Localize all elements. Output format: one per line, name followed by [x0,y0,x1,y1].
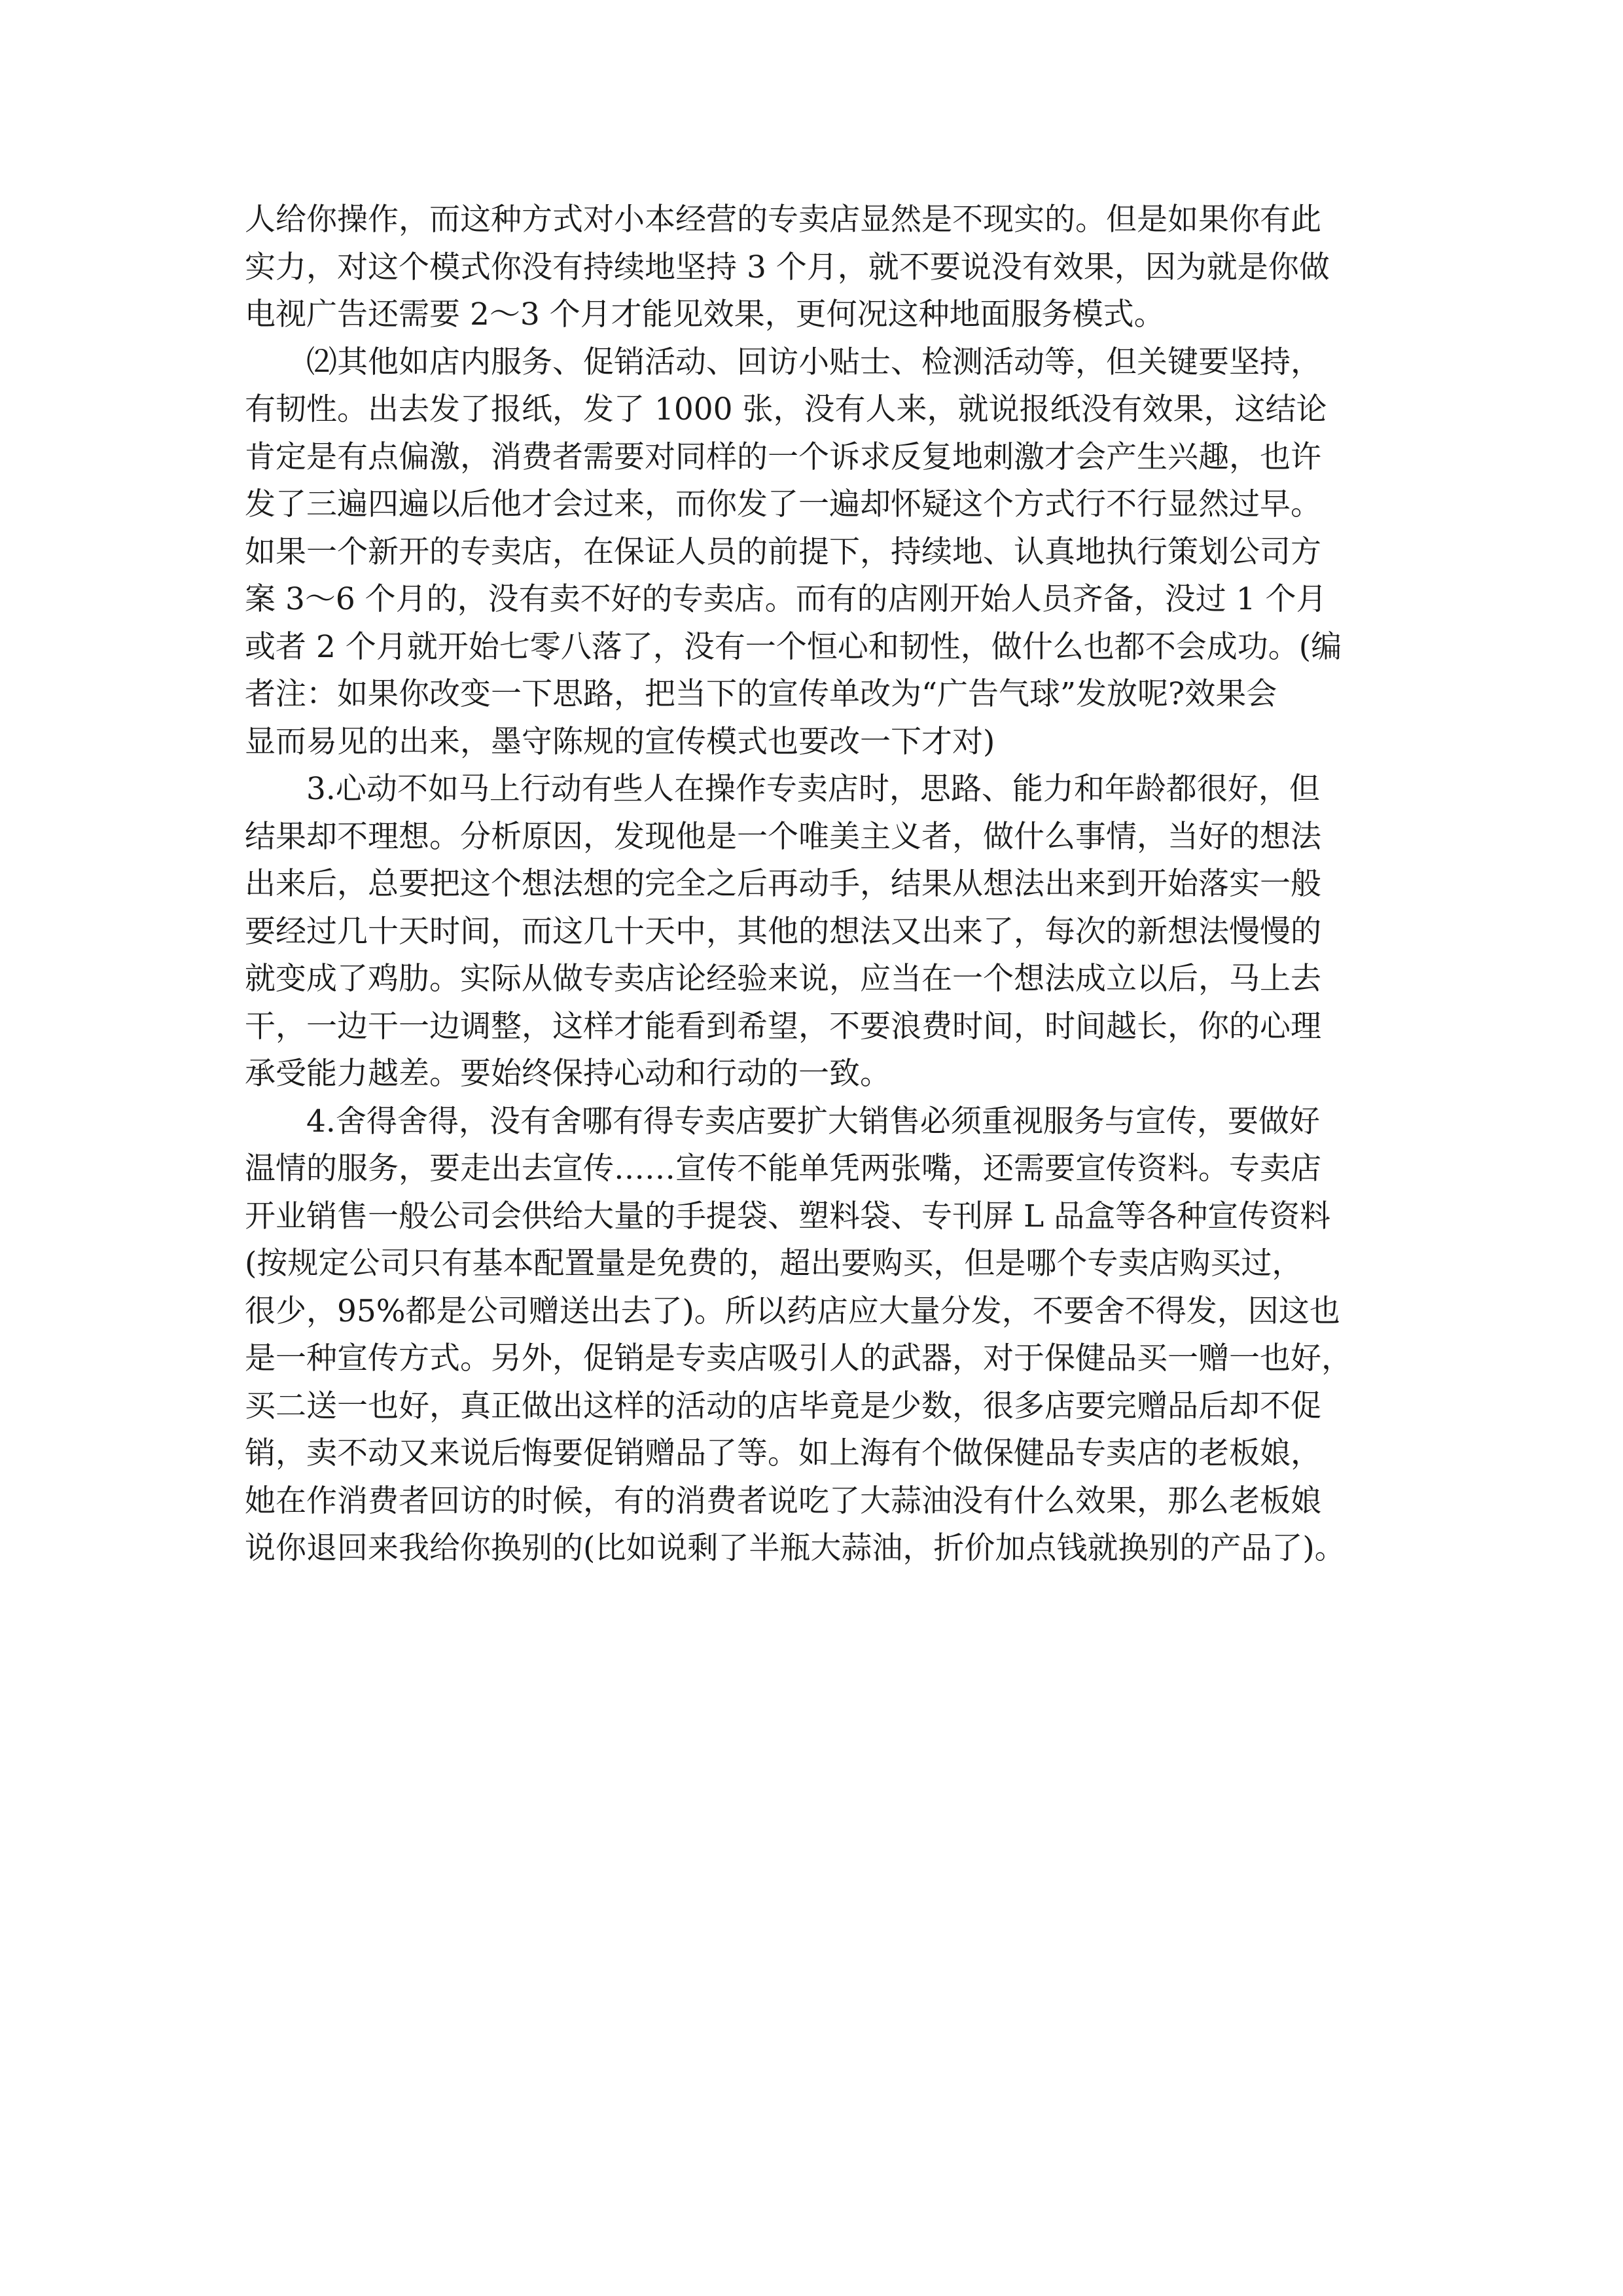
text-line: 实力，对这个模式你没有持续地坚持 3 个月，就不要说没有效果，因为就是你做 [245,249,1330,285]
text-line: 电视广告还需要 2～3 个月才能见效果，更何况这种地面服务模式。 [245,296,1165,332]
text-line: 发了三遍四遍以后他才会过来，而你发了一遍却怀疑这个方式行不行显然过早。 [245,486,1321,522]
text-line: 案 3～6 个月的，没有卖不好的专卖店。而有的店刚开始人员齐备，没过 1 个月 [245,581,1327,617]
text-line: 她在作消费者回访的时候，有的消费者说吃了大蒜油没有什么效果，那么老板娘 [245,1482,1321,1519]
text-line: 出来后，总要把这个想法想的完全之后再动手，结果从想法出来到开始落实一般 [245,866,1321,902]
text-line: 就变成了鸡肋。实际从做专卖店论经验来说，应当在一个想法成立以后，马上去 [245,961,1321,997]
text-line: 肯定是有点偏激，消费者需要对同样的一个诉求反复地刺激才会产生兴趣，也许 [245,439,1321,475]
text-line: ⑵其他如店内服务、促销活动、回访小贴士、检测活动等，但关键要坚持， [306,344,1321,380]
text-line: 结果却不理想。分析原因，发现他是一个唯美主义者，做什么事情，当好的想法 [245,818,1321,855]
text-line: 或者 2 个月就开始七零八落了，没有一个恒心和韧性，做什么也都不会成功。(编 [245,628,1342,665]
text-line: 说你退回来我给你换别的(比如说剩了半瓶大蒜油，折价加点钱就换别的产品了)。 [245,1530,1346,1566]
text-line: 3.心动不如马上行动有些人在操作专卖店时，思路、能力和年龄都很好，但 [306,771,1320,807]
text-line: 销，卖不动又来说后悔要促销赠品了等。如上海有个做保健品专卖店的老板娘， [245,1435,1321,1471]
text-line: 显而易见的出来，墨守陈规的宣传模式也要改一下才对) [245,723,995,760]
text-line: 如果一个新开的专卖店，在保证人员的前提下，持续地、认真地执行策划公司方 [245,533,1321,570]
text-line: 承受能力越差。要始终保持心动和行动的一致。 [245,1056,891,1092]
text-line: 干，一边干一边调整，这样才能看到希望，不要浪费时间，时间越长，你的心理 [245,1008,1321,1045]
text-line: 温情的服务，要走出去宣传……宣传不能单凭两张嘴，还需要宣传资料。专卖店 [245,1151,1321,1187]
text-line: 人给你操作，而这种方式对小本经营的专卖店显然是不现实的。但是如果你有此 [245,202,1321,238]
text-line: 开业销售一般公司会供给大量的手提袋、塑料袋、专刊屏 L 品盒等各种宣传资料 [245,1198,1331,1234]
text-line: 买二送一也好，真正做出这样的活动的店毕竟是少数，很多店要完赠品后却不促 [245,1388,1321,1424]
text-line: 有韧性。出去发了报纸，发了 1000 张，没有人来，就说报纸没有效果，这结论 [245,391,1327,427]
text-line: 很少，95%都是公司赠送出去了)。所以药店应大量分发，不要舍不得发，因这也 [245,1293,1340,1329]
body-text [245,196,1436,1573]
text-line: 4.舍得舍得，没有舍哪有得专卖店要扩大销售必须重视服务与宣传，要做好 [306,1103,1320,1139]
text-line: 者注：如果你改变一下思路，把当下的宣传单改为“广告气球”发放呢?效果会 [245,676,1277,712]
text-line: 是一种宣传方式。另外，促销是专卖店吸引人的武器，对于保健品买一赠一也好， [245,1340,1352,1376]
text-line: (按规定公司只有基本配置量是免费的，超出要购买，但是哪个专卖店购买过， [245,1246,1303,1282]
text-line: 要经过几十天时间，而这几十天中，其他的想法又出来了，每次的新想法慢慢的 [245,913,1321,950]
